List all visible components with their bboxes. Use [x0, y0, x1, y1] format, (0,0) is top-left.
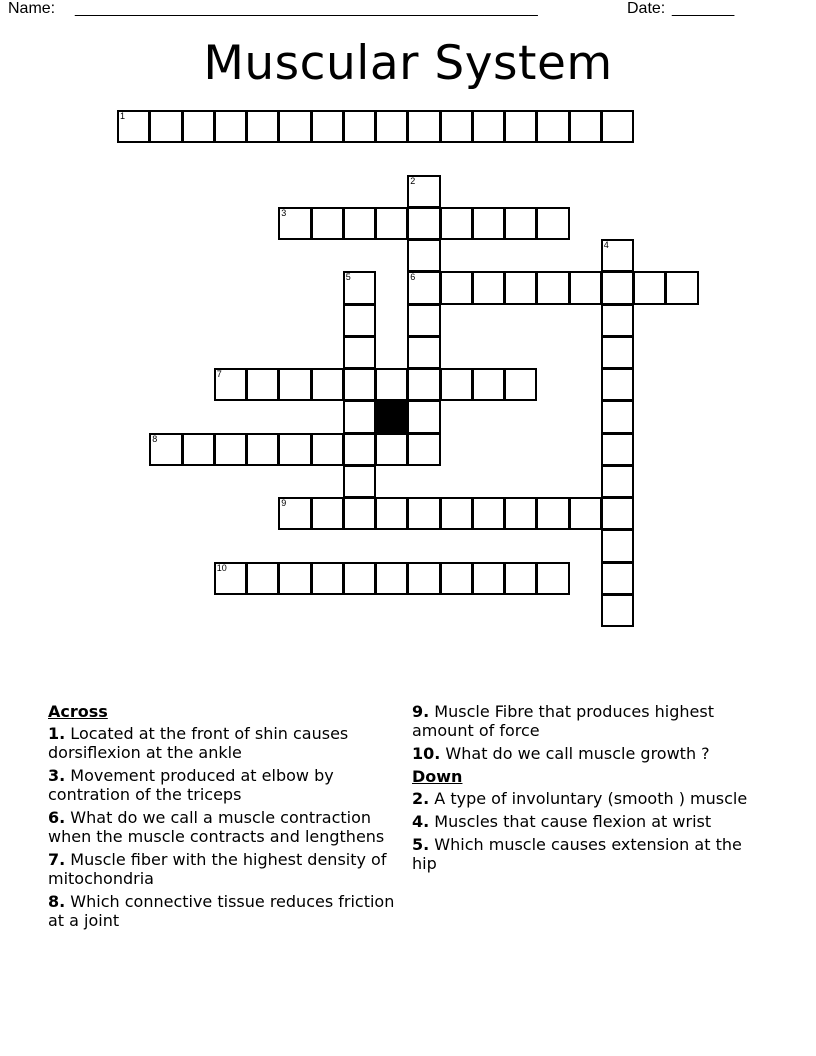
- crossword-cell[interactable]: [246, 562, 279, 595]
- clue-item: [48, 892, 400, 930]
- crossword-cell[interactable]: [343, 433, 376, 466]
- crossword-cell[interactable]: [182, 433, 215, 466]
- crossword-cell[interactable]: [311, 497, 344, 530]
- clue-number: 7: [216, 369, 222, 379]
- clue-number: 6: [410, 272, 416, 283]
- crossword-cell[interactable]: [343, 110, 376, 143]
- clue-number: 8: [152, 433, 158, 444]
- crossword-cell[interactable]: [149, 433, 182, 466]
- crossword-cell[interactable]: [665, 271, 698, 304]
- crossword-cell[interactable]: [536, 271, 569, 304]
- clue-item: [412, 835, 764, 873]
- crossword-cell[interactable]: [311, 433, 344, 466]
- crossword-cell[interactable]: [407, 110, 440, 143]
- date-label: Date:: [627, 0, 666, 17]
- crossword-cell[interactable]: [601, 336, 634, 369]
- clue-item: [412, 789, 764, 808]
- crossword-cell[interactable]: [536, 110, 569, 143]
- clue-item: [412, 812, 764, 831]
- clue-number: 9: [281, 498, 287, 508]
- crossword-cell[interactable]: [343, 336, 376, 369]
- crossword-cell[interactable]: [407, 562, 440, 595]
- crossword-cell[interactable]: [343, 304, 376, 337]
- crossword-cell[interactable]: [536, 207, 569, 240]
- crossword-cell[interactable]: [246, 368, 279, 401]
- crossword-cell[interactable]: [569, 497, 602, 530]
- clue-item: [412, 744, 764, 763]
- clue-item-text: Which connective tissue reduces friction at a joint: [48, 892, 395, 930]
- crossword-cell[interactable]: [278, 207, 311, 240]
- crossword-cell[interactable]: [472, 207, 505, 240]
- crossword-cell[interactable]: [343, 368, 376, 401]
- clue-number: 10: [216, 562, 227, 573]
- crossword-cell[interactable]: [407, 304, 440, 337]
- crossword-cell[interactable]: [311, 368, 344, 401]
- clue-item-number: 5.: [412, 835, 430, 854]
- down-clue-list: [412, 789, 764, 873]
- clue-item: [48, 766, 400, 804]
- crossword-cell[interactable]: [569, 110, 602, 143]
- crossword-cell[interactable]: [472, 497, 505, 530]
- crossword-cell[interactable]: [504, 497, 537, 530]
- crossword-cell[interactable]: [117, 110, 150, 143]
- clue-item-text: Located at the front of shin causes dorsiflexion at the ankle: [48, 724, 349, 762]
- crossword-cell[interactable]: [278, 433, 311, 466]
- clue-item-number: 7.: [48, 850, 66, 869]
- crossword-cell[interactable]: [407, 175, 440, 208]
- clues-section: [48, 702, 768, 1002]
- crossword-cell[interactable]: [504, 271, 537, 304]
- crossword-cell[interactable]: [343, 465, 376, 498]
- crossword-cell[interactable]: [504, 207, 537, 240]
- crossword-cell[interactable]: [569, 271, 602, 304]
- crossword-cell[interactable]: [278, 562, 311, 595]
- crossword-cell[interactable]: [601, 594, 634, 627]
- crossword-cell[interactable]: [407, 271, 440, 304]
- crossword-cell[interactable]: [536, 562, 569, 595]
- crossword-cell[interactable]: [278, 110, 311, 143]
- crossword-cell[interactable]: [375, 562, 408, 595]
- crossword-cell[interactable]: [407, 207, 440, 240]
- clue-item-number: 2.: [412, 789, 430, 808]
- crossword-cell[interactable]: [472, 271, 505, 304]
- crossword-cell[interactable]: [375, 368, 408, 401]
- clue-item-number: 1.: [48, 724, 66, 743]
- crossword-cell[interactable]: [440, 271, 473, 304]
- crossword-cell[interactable]: [311, 207, 344, 240]
- page-title: Muscular System: [203, 36, 613, 91]
- clue-item-text: What do we call muscle growth ?: [440, 744, 710, 763]
- crossword-cell[interactable]: [375, 433, 408, 466]
- clue-item-text: What do we call a muscle contraction when the muscle contracts and lengthens: [48, 808, 385, 846]
- crossword-cell[interactable]: [633, 271, 666, 304]
- crossword-cell[interactable]: [407, 336, 440, 369]
- name-label: Name:: [8, 0, 56, 17]
- crossword-cell[interactable]: [472, 110, 505, 143]
- crossword-cell[interactable]: [601, 562, 634, 595]
- crossword-cell[interactable]: [407, 368, 440, 401]
- clue-item: [412, 702, 764, 740]
- crossword-cell[interactable]: [440, 368, 473, 401]
- across-heading: Across: [48, 702, 108, 721]
- clue-item-text: A type of involuntary (smooth ) muscle: [429, 789, 748, 808]
- crossword-cell[interactable]: [214, 433, 247, 466]
- clue-item: [48, 808, 400, 846]
- down-heading: Down: [412, 767, 463, 786]
- crossword-cell[interactable]: [440, 207, 473, 240]
- clue-item-number: 4.: [412, 812, 430, 831]
- crossword-cell[interactable]: [343, 271, 376, 304]
- clue-item-text: Which muscle causes extension at the hip: [412, 835, 742, 873]
- clue-item-number: 6.: [48, 808, 66, 827]
- crossword-cell[interactable]: [601, 497, 634, 530]
- crossword-cell[interactable]: [246, 110, 279, 143]
- clue-item: [48, 724, 400, 762]
- crossword-cell[interactable]: [407, 497, 440, 530]
- clue-number: 1: [120, 111, 126, 121]
- crossword-cell[interactable]: [407, 400, 440, 433]
- clue-number: 4: [603, 240, 609, 250]
- crossword-cell[interactable]: [278, 368, 311, 401]
- date-line[interactable]: _______: [672, 0, 735, 17]
- name-line[interactable]: ____________________________________________________: [75, 0, 538, 17]
- clue-number: 3: [281, 207, 287, 218]
- crossword-cell[interactable]: [343, 497, 376, 530]
- clue-item-text: Movement produced at elbow by contration of the triceps: [48, 766, 334, 804]
- crossword-cell[interactable]: [375, 110, 408, 143]
- crossword-block: [375, 400, 408, 433]
- crossword-cell[interactable]: [278, 497, 311, 530]
- crossword-cell[interactable]: [601, 400, 634, 433]
- crossword-cell[interactable]: [375, 207, 408, 240]
- clue-item-number: 10.: [412, 744, 441, 763]
- clue-number: 2: [410, 175, 416, 186]
- crossword-cell[interactable]: [343, 562, 376, 595]
- crossword-cell[interactable]: [246, 433, 279, 466]
- clue-item-number: 8.: [48, 892, 66, 911]
- crossword-cell[interactable]: [601, 304, 634, 337]
- crossword-cell[interactable]: [601, 239, 634, 272]
- clue-item-text: Muscle Fibre that produces highest amount of force: [412, 702, 714, 740]
- clue-item: [48, 850, 400, 888]
- clue-item-text: Muscle fiber with the highest density of mitochondria: [48, 850, 387, 888]
- crossword-cell[interactable]: [504, 110, 537, 143]
- crossword-cell[interactable]: [214, 368, 247, 401]
- crossword-cell[interactable]: [375, 497, 408, 530]
- clue-item-number: 3.: [48, 766, 66, 785]
- crossword-cell[interactable]: [440, 497, 473, 530]
- clue-item-text: Muscles that cause flexion at wrist: [429, 812, 712, 831]
- across-clue-list-continued: [412, 702, 764, 763]
- clues-column-right: [412, 702, 764, 877]
- clue-number: 5: [345, 272, 351, 283]
- crossword-cell[interactable]: [149, 110, 182, 143]
- crossword-cell[interactable]: [601, 529, 634, 562]
- across-clue-list: [48, 724, 400, 930]
- clue-item-number: 9.: [412, 702, 430, 721]
- crossword-cell[interactable]: [440, 562, 473, 595]
- crossword-cell[interactable]: [601, 368, 634, 401]
- crossword-cell[interactable]: [472, 368, 505, 401]
- crossword-cell[interactable]: [601, 433, 634, 466]
- crossword-cell[interactable]: [601, 110, 634, 143]
- crossword-cell[interactable]: [214, 110, 247, 143]
- clues-column-left: [48, 702, 400, 934]
- crossword-cell[interactable]: [536, 497, 569, 530]
- crossword-cell[interactable]: [504, 368, 537, 401]
- crossword-cell[interactable]: [472, 562, 505, 595]
- crossword-cell[interactable]: [504, 562, 537, 595]
- crossword-cell[interactable]: [407, 239, 440, 272]
- crossword-cell[interactable]: [311, 110, 344, 143]
- crossword-cell[interactable]: [343, 400, 376, 433]
- crossword-cell[interactable]: [601, 271, 634, 304]
- crossword-cell[interactable]: [601, 465, 634, 498]
- crossword-cell[interactable]: [440, 110, 473, 143]
- crossword-cell[interactable]: [214, 562, 247, 595]
- crossword-cell[interactable]: [407, 433, 440, 466]
- crossword-cell[interactable]: [343, 207, 376, 240]
- crossword-cell[interactable]: [311, 562, 344, 595]
- crossword-cell[interactable]: [182, 110, 215, 143]
